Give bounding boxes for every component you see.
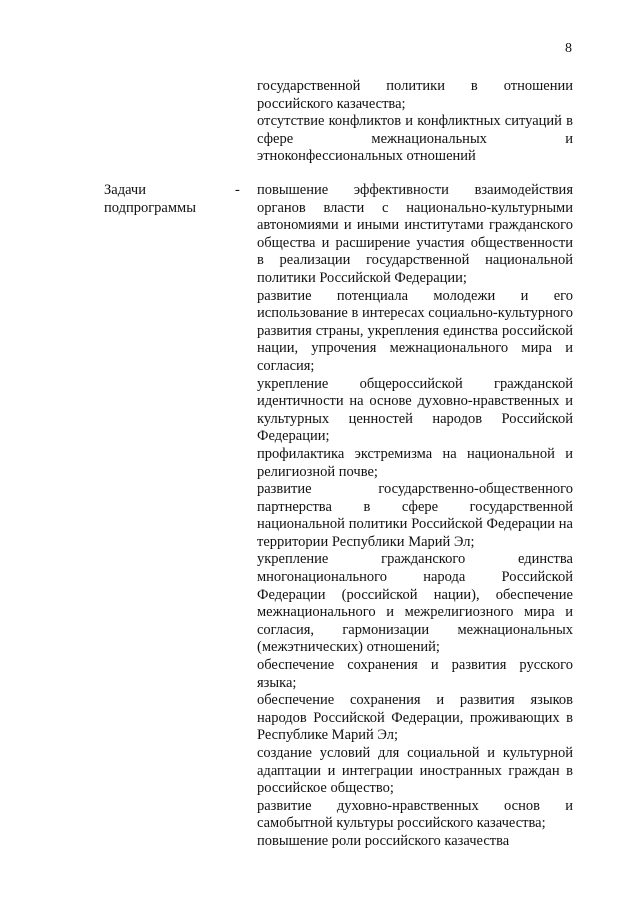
task-item: повышение роли российского казачества: [257, 832, 510, 849]
section-dash: -: [235, 182, 240, 198]
task-item: создание условий для социальной и культурной адаптации и интеграции иностранных граждан в российское общество;: [257, 745, 573, 797]
top-text-block: [257, 78, 573, 166]
task-item: развитие духовно-нравственных основ и самобытной культуры российского казачества;: [257, 797, 573, 832]
task-item: укрепление общероссийской гражданской идентичности на основе духовно-нравственных и культурных ценностей народов Российской Федерации;: [257, 375, 573, 445]
task-item: профилактика экстремизма на национальной и религиозной почве;: [257, 445, 573, 480]
top-paragraph-2: отсутствие конфликтов и конфликтных ситуаций в сфере межнациональных и этноконфессиональных отношений: [257, 113, 573, 165]
top-paragraph-1: государственной политики в отношении российского казачества;: [257, 78, 573, 112]
task-item: укрепление гражданского единства многонационального народа Российской Федерации (российской нации), обеспечение межнационального и межрелигиозного мира и согласия, гармонизации межнациональных (межэтнических) отношений;: [257, 551, 573, 656]
task-item: повышение эффективности взаимодействия органов власти с национально-культурными автономиями и иными институтами гражданского общества и расширение участия общественности в реализации государственной национальной политики Российской Федерации;: [257, 182, 573, 286]
tasks-text-block: [257, 182, 573, 851]
task-item: обеспечение сохранения и развития языков народов Российской Федерации, проживающих в Республике Марий Эл;: [257, 692, 573, 744]
task-item: обеспечение сохранения и развития русского языка;: [257, 657, 573, 691]
task-item: развитие государственно-общественного партнерства в сфере государственной национальной политики Российской Федерации на территории Республики Марий Эл;: [257, 481, 573, 550]
task-item: развитие потенциала молодежи и его использование в интересах социально-культурного развития страны, укрепления единства российской нации, упрочения межнационального мира и согласия;: [257, 287, 573, 374]
section-label: Задачи подпрограммы: [104, 182, 196, 216]
page-number: 8: [565, 41, 572, 56]
